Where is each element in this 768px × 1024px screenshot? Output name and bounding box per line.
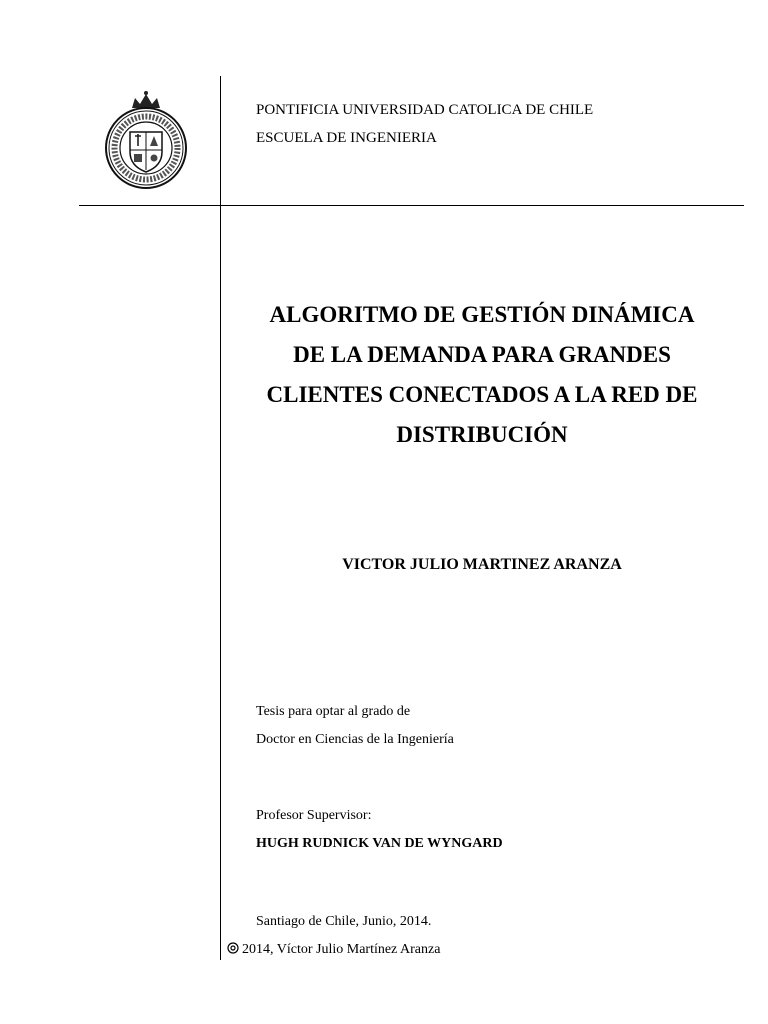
supervisor-name: HUGH RUDNICK VAN DE WYNGARD	[256, 836, 503, 851]
title-line: DE LA DEMANDA PARA GRANDES	[293, 342, 671, 367]
title-line: ALGORITMO DE GESTIÓN DINÁMICA	[269, 302, 695, 327]
copyright-text: 2014, Víctor Julio Martínez Aranza	[242, 942, 441, 957]
degree-line-2: Doctor en Ciencias de la Ingeniería	[256, 732, 454, 747]
copyright-notice	[227, 941, 440, 959]
degree-line-1: Tesis para optar al grado de	[256, 704, 411, 719]
vertical-rule	[220, 76, 221, 960]
title-line: CLIENTES CONECTADOS A LA RED DE	[266, 382, 698, 407]
school-name: ESCUELA DE INGENIERIA	[256, 130, 437, 146]
university-seal-icon	[104, 90, 188, 194]
thesis-title	[252, 295, 712, 455]
university-name: PONTIFICIA UNIVERSIDAD CATOLICA DE CHILE	[256, 102, 594, 118]
copyright-icon	[227, 942, 239, 954]
author-name: VICTOR JULIO MARTINEZ ARANZA	[342, 556, 622, 573]
title-line: DISTRIBUCIÓN	[396, 422, 568, 447]
horizontal-rule	[79, 205, 744, 206]
place-date: Santiago de Chile, Junio, 2014.	[256, 914, 432, 929]
supervisor-label: Profesor Supervisor:	[256, 808, 372, 823]
